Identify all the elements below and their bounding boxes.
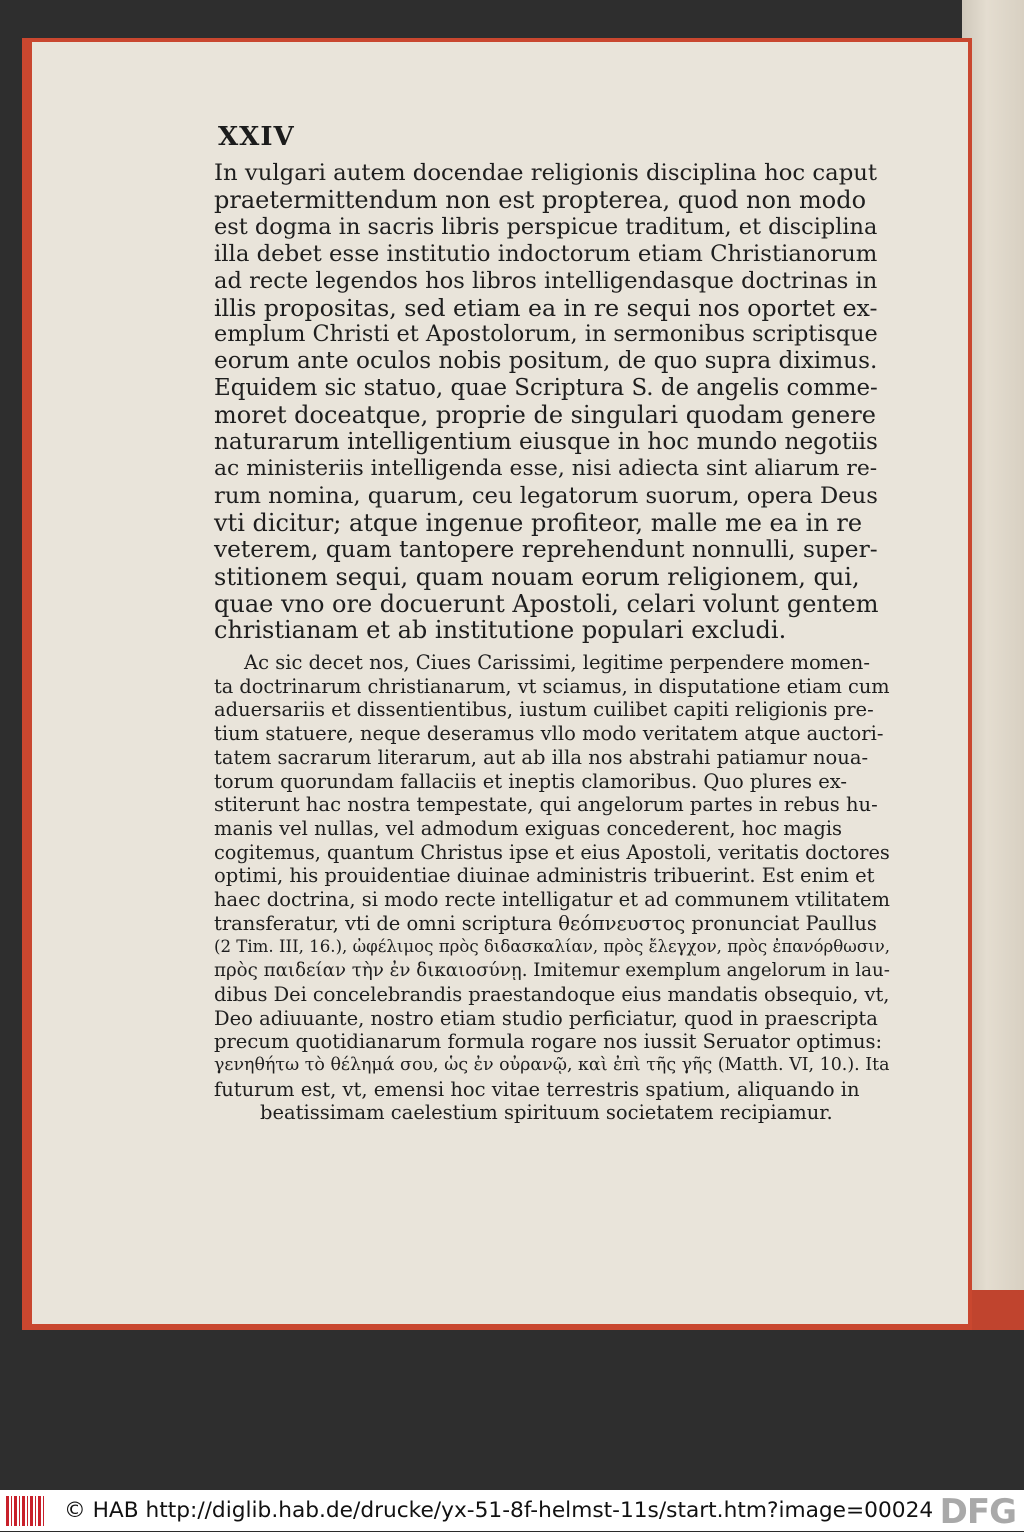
text-line: Deo adiuuante, nostro etiam studio perficiatur, quod in praescripta xyxy=(214,1006,878,1030)
page-number: XXIV xyxy=(218,122,295,152)
text-line: veterem, quam tantopere reprehendunt nonnulli, super- xyxy=(214,535,878,563)
text-line: In vulgari autem docendae religionis disciplina hoc caput xyxy=(214,160,878,186)
text-line: rum nomina, quarum, ceu legatorum suorum, opera Deus xyxy=(214,482,878,509)
text-line: est dogma in sacris libris perspicue traditum, et disciplina xyxy=(214,213,878,240)
text-line: illis propositas, sed etiam ea in re sequi nos oportet ex- xyxy=(214,293,878,322)
text-line: optimi, his prouidentiae diuinae administris tribuerint. Est enim et xyxy=(214,864,875,888)
text-line: Equidem sic statuo, quae Scriptura S. de angelis comme- xyxy=(214,375,878,402)
text-line: beatissimam caelestium spirituum societatem recipiamur. xyxy=(260,1101,833,1125)
dfg-logo: DFG xyxy=(939,1492,1016,1532)
text-line: γενηθήτω τὸ θέλημά σου, ὡς ἐν οὐρανῷ, καὶ ἐπὶ τῆς γῆς (Matth. VI, 10.). Ita xyxy=(214,1054,890,1075)
text-line: praetermittendum non est propterea, quod non modo xyxy=(214,185,867,214)
text-line: christianam et ab institutione populari excludi. xyxy=(214,616,787,645)
text-line: aduersariis et dissentientibus, iustum cuilibet capiti religionis pre- xyxy=(214,698,874,722)
text-line: stiterunt hac nostra tempestate, qui angelorum partes in rebus hu- xyxy=(214,793,878,817)
text-line: ad recte legendos hos libros intelligendasque doctrinas in xyxy=(214,267,878,294)
text-line: precum quotidianarum formula rogare nos iussit Seruator optimus: xyxy=(214,1030,883,1054)
text-line: futurum est, vt, emensi hoc vitae terrestris spatium, aliquando in xyxy=(214,1077,860,1101)
text-line: transferatur, vti de omni scriptura θεόπνευστος pronunciat Paullus xyxy=(214,911,877,935)
text-line: vti dicitur; atque ingenue profiteor, malle me ea in re xyxy=(214,508,863,537)
text-line: emplum Christi et Apostolorum, in sermonibus scriptisque xyxy=(214,321,878,348)
text-line: eorum ante oculos nobis positum, de quo supra diximus. xyxy=(214,348,878,375)
text-line: πρὸς παιδείαν τὴν ἐν δικαιοσύνῃ. Imitemur exemplum angelorum in lau- xyxy=(214,960,890,982)
text-line: ta doctrinarum christianarum, vt sciamus, in disputatione etiam cum xyxy=(214,674,890,698)
text-line: moret doceatque, proprie de singulari quodam genere xyxy=(214,401,876,430)
source-credit-link[interactable]: © HAB http://diglib.hab.de/drucke/yx-51-8f-helmst-11s/start.htm?image=00024 xyxy=(64,1498,934,1523)
closing-paragraph xyxy=(214,651,890,1125)
text-line: illa debet esse institutio indoctorum etiam Christianorum xyxy=(214,240,878,267)
text-line: cogitemus, quantum Christus ipse et eius Apostoli, veritatis doctores xyxy=(214,840,890,864)
text-line: ac ministeriis intelligenda esse, nisi adiecta sint aliarum re- xyxy=(214,455,878,481)
viewer-footer xyxy=(0,1490,1024,1531)
text-line: stitionem sequi, quam nouam eorum religionem, qui, xyxy=(214,562,860,591)
main-paragraph xyxy=(214,160,878,644)
text-line: manis vel nullas, vel admodum exiguas concederent, hoc magis xyxy=(214,816,843,840)
text-line: torum quorundam fallaciis et ineptis clamoribus. Quo plures ex- xyxy=(214,769,848,793)
text-line: Ac sic decet nos, Ciues Carissimi, legitime perpendere momen- xyxy=(244,651,870,674)
text-line: dibus Dei concelebrandis praestandoque eius mandatis obsequio, vt, xyxy=(214,982,890,1006)
text-line: quae vno ore docuerunt Apostoli, celari volunt gentem xyxy=(214,589,879,618)
text-line: haec doctrina, si modo recte intelligatur et ad communem vtilitatem xyxy=(214,888,890,912)
text-line: tium statuere, neque deseramus vllo modo veritatem atque auctori- xyxy=(214,722,884,746)
text-line: naturarum intelligentium eiusque in hoc mundo negotiis xyxy=(214,429,878,456)
hab-barcode-icon xyxy=(6,1496,46,1526)
text-line: (2 Tim. III, 16.), ὠφέλιμος πρὸς διδασκαλίαν, πρὸς ἔλεγχον, πρὸς ἐπανόρθωσιν, xyxy=(214,937,891,957)
text-line: tatem sacrarum literarum, aut ab illa nos abstrahi patiamur noua- xyxy=(214,745,869,769)
